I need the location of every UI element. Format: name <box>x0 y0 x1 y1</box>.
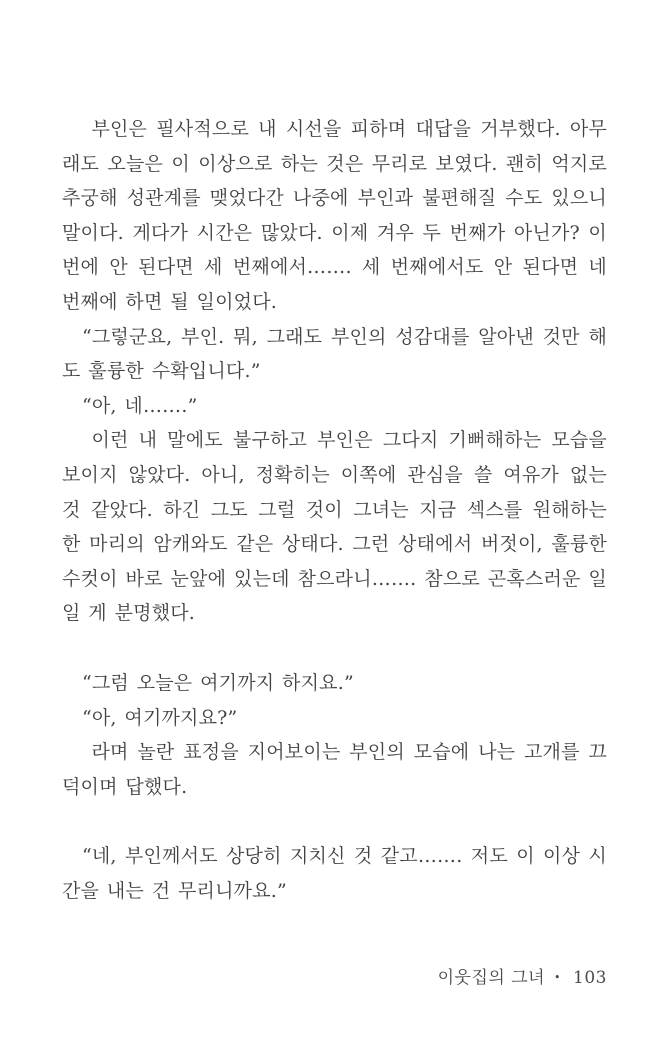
narration-paragraph: 이런 내 말에도 불구하고 부인은 그다지 기뻐해하는 모습을 보이지 않았다. 아니, 정확히는 이쪽에 관심을 쓸 여유가 없는 것 같았다. 하긴 그도 그럴 것이 그녀는 지금 섹스를 원해하는 한 마리의 암캐와도 같은 상태다. 그런 상태에서 버젓이, 훌륭한 수컷이 바로 눈앞에 있는데 참으라니……. 참으로 곤혹스러운 일일 게 분명했다. <box>62 429 607 625</box>
dialogue-paragraph: “그럼 오늘은 여기까지 하지요.” <box>81 671 354 694</box>
narration-paragraph: 라며 놀란 표정을 지어보이는 부인의 모습에 나는 고개를 끄덕이며 답했다. <box>62 741 607 798</box>
dialogue-paragraph: “네, 부인께서도 상당히 지치신 것 같고……. 저도 이 이상 시간을 내는 건 무리니까요.” <box>62 845 607 902</box>
dialogue-paragraph: “그렇군요, 부인. 뭐, 그래도 부인의 성감대를 알아낸 것만 해도 훌륭한 수확입니다.” <box>62 325 607 383</box>
page-footer <box>438 963 607 988</box>
narration-paragraph: 부인은 필사적으로 내 시선을 피하며 대답을 거부했다. 아무래도 오늘은 이 이상으로 하는 것은 무리로 보였다. 괜히 억지로 추궁해 성관계를 맺었다간 나중에 부인과 불편해질 수도 있으니 말이다. 게다가 시간은 많았다. 이제 겨우 두 번째가 아닌가? 이번에 안 된다면 세 번째에서……. 세 번째에서도 안 된다면 네 번째에 하면 될 일이었다. <box>62 118 607 313</box>
page-body-text <box>62 112 607 908</box>
dialogue-paragraph: “아, 여기까지요?” <box>81 706 238 729</box>
page-number: 103 <box>573 968 607 988</box>
running-title: 이웃집의 그녀 <box>437 968 546 988</box>
dialogue-paragraph: “아, 네…….” <box>81 394 198 417</box>
footer-separator-dot: • <box>554 971 562 984</box>
